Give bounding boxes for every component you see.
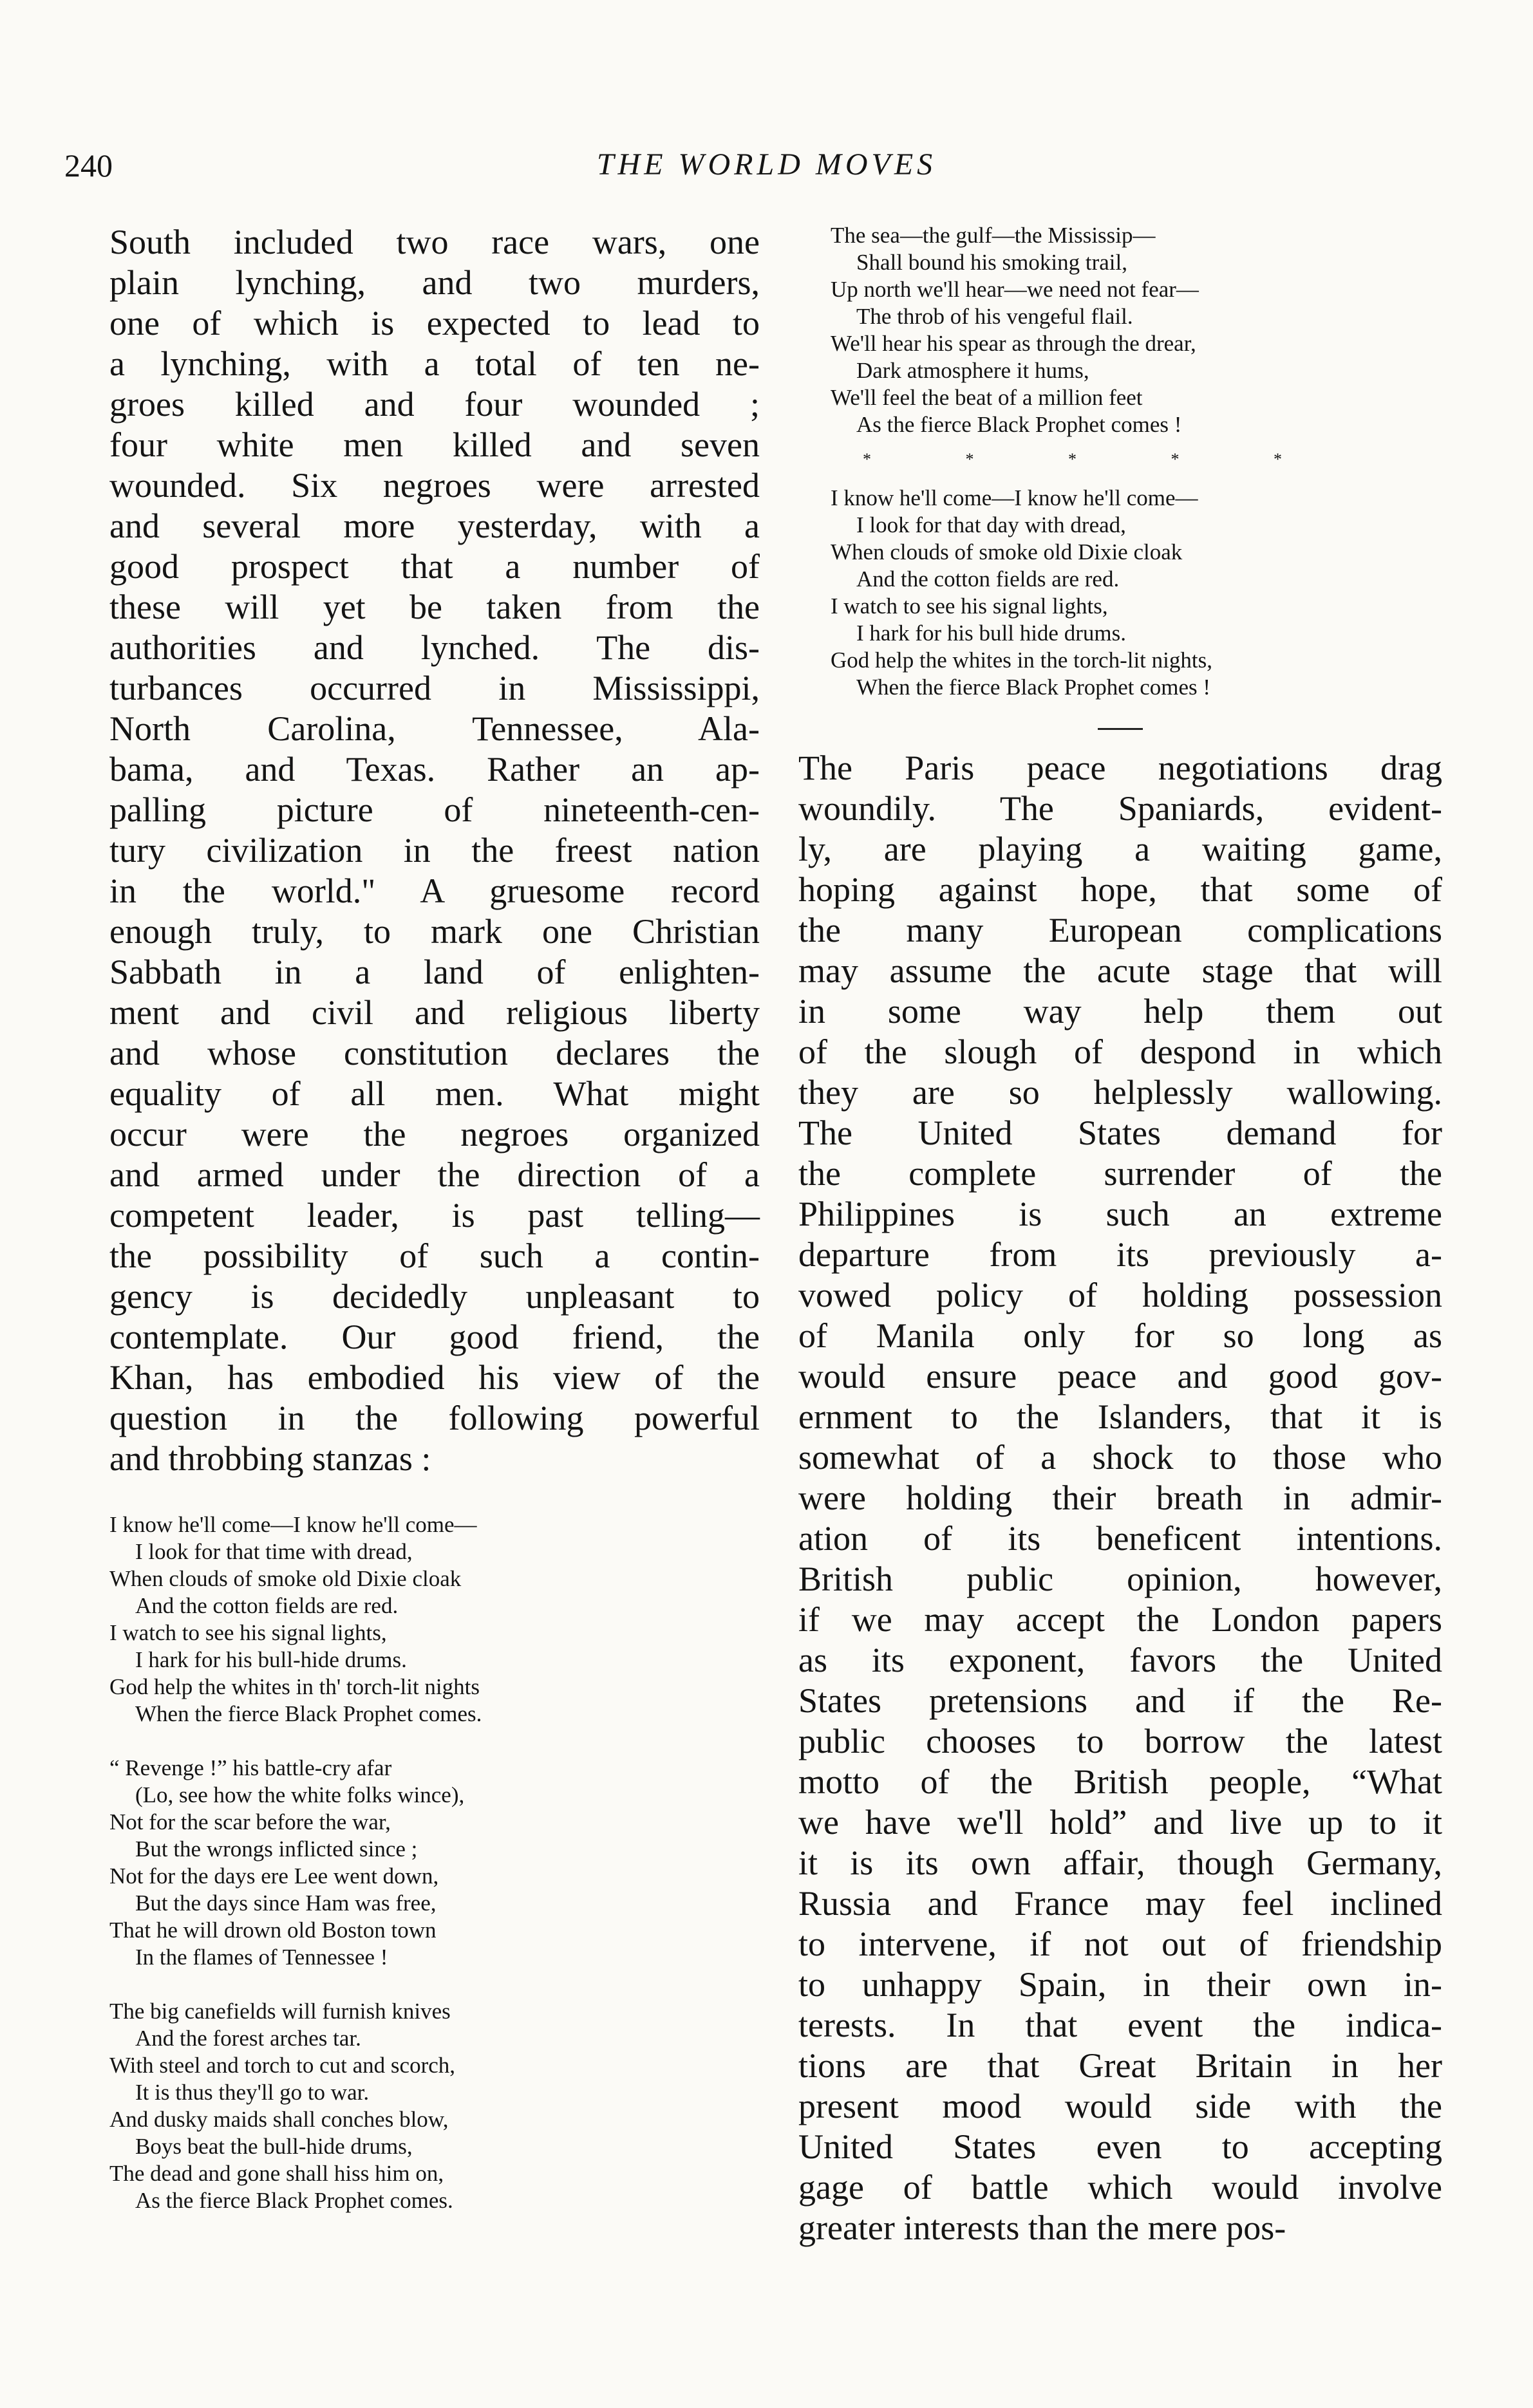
stanza-separator: * * * * *	[863, 450, 1327, 469]
poem-verse: The big canefields will furnish knives	[109, 1999, 451, 2024]
poem-verse: When clouds of smoke old Dixie cloak	[831, 539, 1183, 565]
poem-verse: Boys beat the bull-hide drums,	[135, 2134, 413, 2159]
text-line: The United States demand for	[798, 1114, 1442, 1152]
poem-verse: With steel and torch to cut and scorch,	[109, 2053, 456, 2078]
text-line: competent leader, is past telling—	[109, 1196, 760, 1235]
text-line: Russia and France may feel inclined	[798, 1884, 1442, 1923]
poem-verse: It is thus they'll go to war.	[135, 2080, 370, 2105]
text-line: wounded. Six negroes were arrested	[109, 466, 760, 505]
poem-verse: When the fierce Black Prophet comes.	[135, 1701, 482, 1726]
text-line: equality of all men. What might	[109, 1074, 760, 1113]
text-line: were holding their breath in admir-	[798, 1479, 1442, 1517]
text-line: bama, and Texas. Rather an ap-	[109, 750, 760, 789]
text-line: Sabbath in a land of enlighten-	[109, 953, 760, 991]
poem-stanza	[109, 1755, 760, 1971]
left-paragraph	[109, 222, 760, 1479]
text-line: we have we'll hold” and live up to it	[798, 1803, 1442, 1842]
text-line: somewhat of a shock to those who	[798, 1438, 1442, 1477]
right-column	[798, 222, 1442, 2248]
poem-verse: We'll feel the beat of a million feet	[831, 385, 1143, 410]
text-line: to intervene, if not out of friendship	[798, 1925, 1442, 1963]
text-line: in some way help them out	[798, 992, 1442, 1031]
poem-verse: When the fierce Black Prophet comes !	[856, 675, 1211, 700]
text-line: terests. In that event the indica-	[798, 2006, 1442, 2044]
text-line: United States even to accepting	[798, 2127, 1442, 2166]
text-line: and armed under the direction of a	[109, 1155, 760, 1194]
text-line: North Carolina, Tennessee, Ala-	[109, 709, 760, 748]
text-line: hoping against hope, that some of	[798, 870, 1442, 909]
text-line: Philippines is such an extreme	[798, 1195, 1442, 1233]
text-line: Khan, has embodied his view of the	[109, 1358, 760, 1397]
page-number: 240	[64, 147, 113, 183]
text-line: the possibility of such a contin-	[109, 1237, 760, 1275]
text-line: of Manila only for so long as	[798, 1316, 1442, 1355]
poem-verse: Not for the scar before the war,	[109, 1809, 391, 1834]
text-line: ment and civil and religious liberty	[109, 993, 760, 1032]
poem-verse: (Lo, see how the white folks wince),	[135, 1782, 465, 1807]
running-title: THE WORLD MOVES	[596, 147, 937, 182]
text-line: ation of its beneficent intentions.	[798, 1519, 1442, 1558]
poem-verse: God help the whites in the torch-lit nights,	[831, 648, 1212, 673]
poem-verse: Dark atmosphere it hums,	[856, 358, 1089, 383]
poem-verse: But the wrongs inflicted since ;	[135, 1836, 418, 1862]
text-line: vowed policy of holding possession	[798, 1276, 1442, 1314]
text-line: groes killed and four wounded ;	[109, 385, 760, 424]
text-line: turbances occurred in Mississippi,	[109, 669, 760, 707]
poem-stanza	[831, 222, 1442, 438]
text-line: if we may accept the London papers	[798, 1600, 1442, 1639]
poem-verse: As the fierce Black Prophet comes !	[856, 412, 1182, 437]
poem-stanza	[109, 1998, 760, 2214]
text-line: tions are that Great Britain in her	[798, 2046, 1442, 2085]
section-divider	[1098, 728, 1143, 730]
text-line: contemplate. Our good friend, the	[109, 1318, 760, 1356]
text-line: authorities and lynched. The dis-	[109, 628, 760, 667]
text-line: four white men killed and seven	[109, 425, 760, 464]
poem-verse: I hark for his bull hide drums.	[856, 621, 1126, 646]
poem-verse: I look for that time with dread,	[135, 1539, 413, 1564]
left-column	[109, 222, 760, 2241]
poem-verse: “ Revenge !” his battle-cry afar	[109, 1755, 392, 1780]
poem-verse: The throb of his vengeful flail.	[856, 304, 1133, 329]
text-line: and several more yesterday, with a	[109, 507, 760, 545]
text-line: they are so helplessly wallowing.	[798, 1073, 1442, 1112]
text-line: question in the following powerful	[109, 1399, 760, 1437]
left-poem	[109, 1511, 760, 2214]
poem-verse: Not for the days ere Lee went down,	[109, 1863, 439, 1889]
text-line: departure from its previously a-	[798, 1235, 1442, 1274]
text-line: in the world." A gruesome record	[109, 872, 760, 910]
text-line: it is its own affair, though Germany,	[798, 1843, 1442, 1882]
poem-verse: I watch to see his signal lights,	[831, 593, 1108, 619]
text-line: present mood would side with the	[798, 2087, 1442, 2125]
text-line: of the slough of despond in which	[798, 1032, 1442, 1071]
poem-verse: And the forest arches tar.	[135, 2026, 361, 2051]
poem-verse: The dead and gone shall hiss him on,	[109, 2161, 444, 2186]
right-poem	[798, 222, 1442, 701]
text-line: good prospect that a number of	[109, 547, 760, 586]
poem-verse: I know he'll come—I know he'll come—	[831, 485, 1198, 510]
text-line: South included two race wars, one	[109, 223, 760, 261]
text-line: tury civilization in the freest nation	[109, 831, 760, 870]
text-line: The Paris peace negotiations drag	[798, 749, 1442, 787]
text-line: plain lynching, and two murders,	[109, 263, 760, 302]
text-line: palling picture of nineteenth-cen-	[109, 790, 760, 829]
text-line: the complete surrender of the	[798, 1154, 1442, 1193]
text-line: to unhappy Spain, in their own in-	[798, 1965, 1442, 2004]
poem-verse: God help the whites in th' torch-lit nights	[109, 1674, 480, 1699]
text-line: greater interests than the mere pos-	[798, 2208, 1286, 2247]
text-line: woundily. The Spaniards, evident-	[798, 789, 1442, 828]
text-line: the many European complications	[798, 911, 1442, 949]
poem-verse: Shall bound his smoking trail,	[856, 250, 1127, 275]
text-line: British public opinion, however,	[798, 1560, 1442, 1598]
poem-verse: I watch to see his signal lights,	[109, 1620, 387, 1645]
page-header	[0, 147, 1533, 205]
poem-verse: That he will drown old Boston town	[109, 1918, 437, 1943]
text-line: would ensure peace and good gov-	[798, 1357, 1442, 1395]
text-line: ernment to the Islanders, that it is	[798, 1397, 1442, 1436]
poem-verse: But the days since Ham was free,	[135, 1890, 437, 1916]
poem-verse: When clouds of smoke old Dixie cloak	[109, 1566, 462, 1591]
poem-verse: Up north we'll hear—we need not fear—	[831, 277, 1199, 302]
text-line: and throbbing stanzas :	[109, 1439, 431, 1478]
poem-verse: As the fierce Black Prophet comes.	[135, 2188, 453, 2213]
text-line: gage of battle which would involve	[798, 2168, 1442, 2207]
poem-verse: The sea—the gulf—the Mississip—	[831, 223, 1156, 248]
poem-verse: I hark for his bull-hide drums.	[135, 1647, 407, 1672]
text-line: and whose constitution declares the	[109, 1034, 760, 1072]
poem-verse: I know he'll come—I know he'll come—	[109, 1512, 477, 1537]
text-line: one of which is expected to lead to	[109, 304, 760, 342]
text-line: may assume the acute stage that will	[798, 951, 1442, 990]
poem-verse: And the cotton fields are red.	[856, 566, 1120, 592]
poem-verse: And the cotton fields are red.	[135, 1593, 399, 1618]
text-line: as its exponent, favors the United	[798, 1641, 1442, 1679]
right-paragraph	[798, 748, 1442, 2248]
poem-stanza	[109, 1511, 760, 1728]
text-line: motto of the British people, “What	[798, 1762, 1442, 1801]
text-line: enough truly, to mark one Christian	[109, 912, 760, 951]
poem-verse: And dusky maids shall conches blow,	[109, 2107, 449, 2132]
text-line: gency is decidedly unpleasant to	[109, 1277, 760, 1316]
text-line: these will yet be taken from the	[109, 588, 760, 626]
poem-verse: We'll hear his spear as through the drear,	[831, 331, 1196, 356]
poem-verse: In the flames of Tennessee !	[135, 1945, 388, 1970]
poem-verse: I look for that day with dread,	[856, 512, 1126, 537]
poem-stanza	[831, 485, 1442, 701]
text-line: occur were the negroes organized	[109, 1115, 760, 1153]
text-line: ly, are playing a waiting game,	[798, 830, 1442, 868]
text-line: public chooses to borrow the latest	[798, 1722, 1442, 1760]
text-line: States pretensions and if the Re-	[798, 1681, 1442, 1720]
text-line: a lynching, with a total of ten ne-	[109, 344, 760, 383]
